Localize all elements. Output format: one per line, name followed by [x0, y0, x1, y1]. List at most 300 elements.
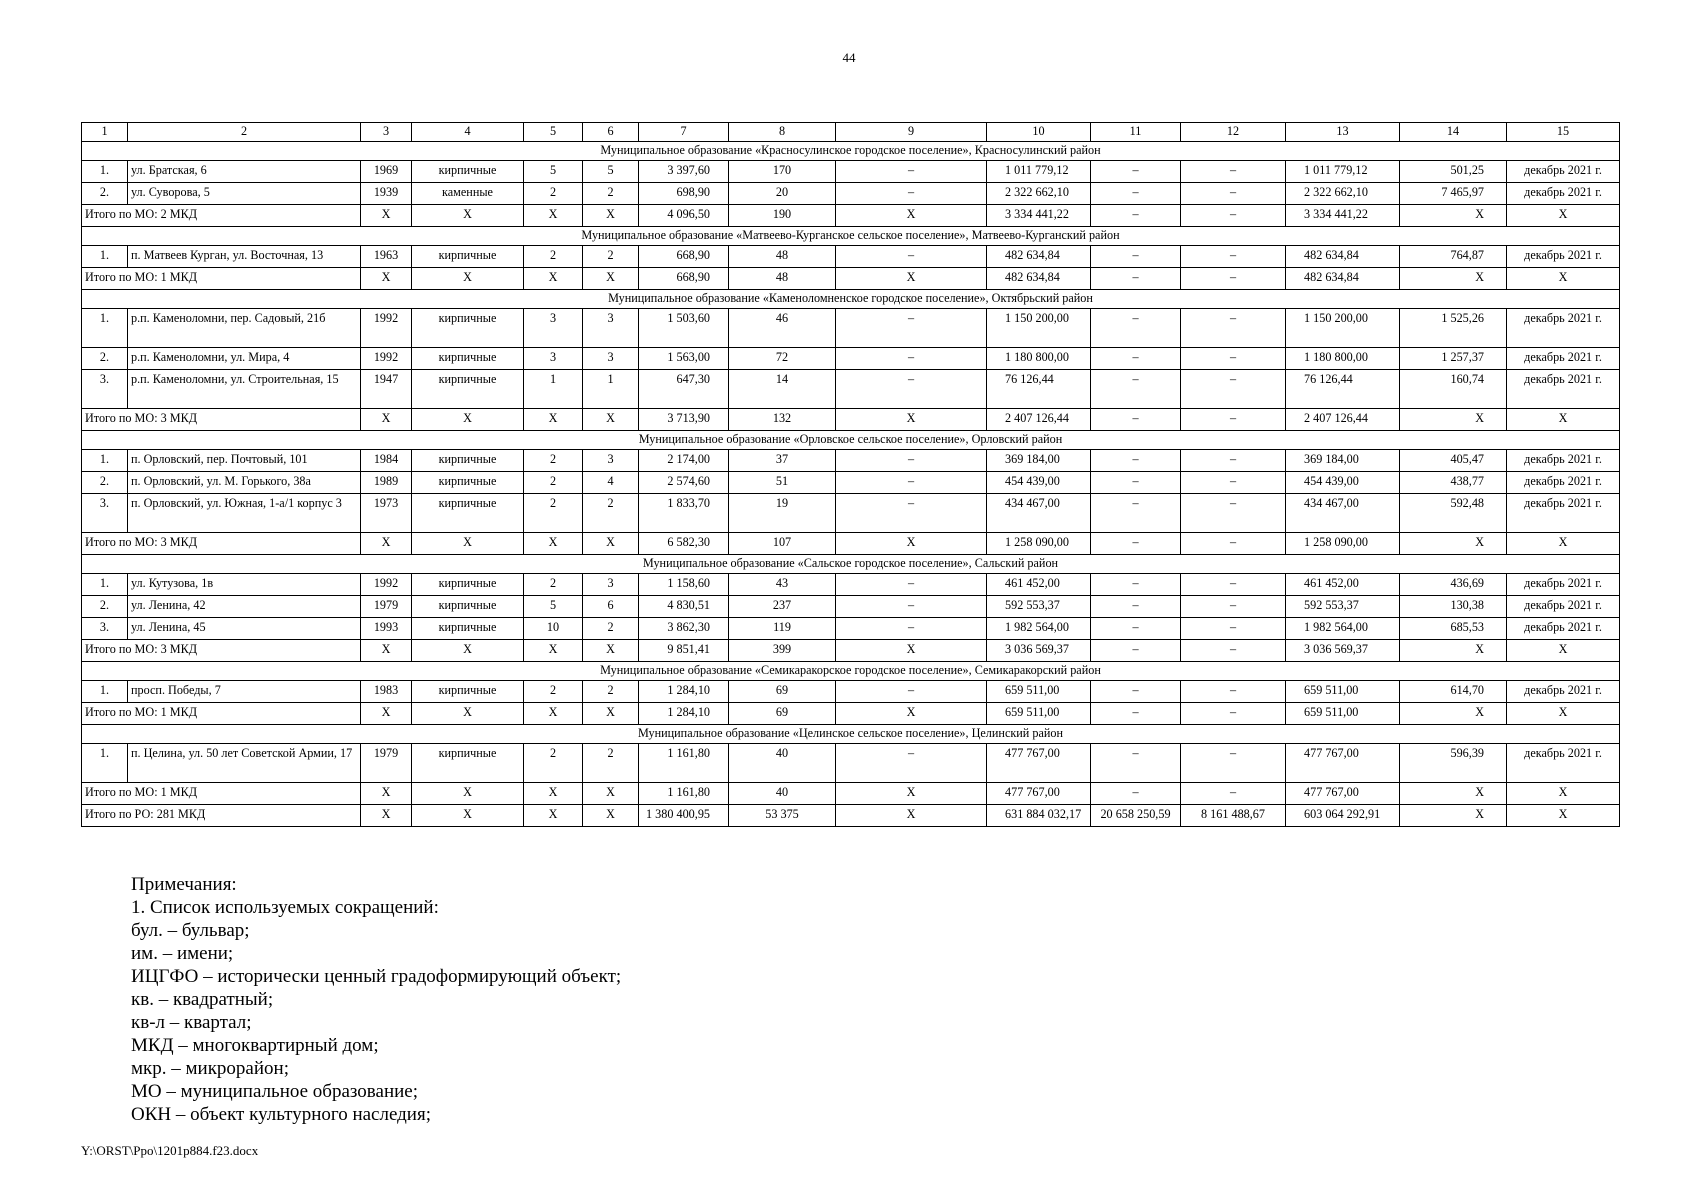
table-cell: 119 — [729, 618, 836, 640]
table-row — [82, 596, 1620, 618]
table-cell: р.п. Каменоломни, ул. Строительная, 15 — [128, 370, 361, 409]
table-cell: 1939 — [361, 183, 412, 205]
table-cell: 1. — [82, 450, 128, 472]
registry-table-body — [82, 123, 1620, 827]
table-cell: декабрь 2021 г. — [1507, 161, 1620, 183]
table-cell: – — [1091, 744, 1181, 783]
total-cell: X — [583, 268, 639, 290]
total-cell: X — [361, 205, 412, 227]
total-cell: X — [412, 805, 524, 827]
municipality-header-row — [82, 662, 1620, 681]
table-cell: 4 — [583, 472, 639, 494]
table-cell: 20 — [729, 183, 836, 205]
table-cell: 659 511,00 — [987, 681, 1091, 703]
table-cell: 2 — [583, 494, 639, 533]
table-cell: 1 563,00 — [639, 348, 729, 370]
table-cell: п. Орловский, ул. Южная, 1-а/1 корпус 3 — [128, 494, 361, 533]
total-cell: 20 658 250,59 — [1091, 805, 1181, 827]
total-row — [82, 533, 1620, 555]
notes-title: Примечания: — [131, 874, 237, 895]
table-cell: 2 — [524, 472, 583, 494]
total-cell: X — [1507, 805, 1620, 827]
table-cell: 2 — [583, 744, 639, 783]
table-cell: – — [1091, 494, 1181, 533]
table-cell: 3 — [524, 309, 583, 348]
table-cell: 1969 — [361, 161, 412, 183]
total-cell: X — [1400, 409, 1507, 431]
total-cell: – — [1181, 409, 1286, 431]
table-cell: – — [1091, 574, 1181, 596]
column-number-cell: 9 — [836, 123, 987, 142]
total-cell: X — [836, 703, 987, 725]
table-cell: 1. — [82, 681, 128, 703]
table-cell: кирпичные — [412, 450, 524, 472]
total-cell: – — [1091, 703, 1181, 725]
table-cell: – — [1181, 309, 1286, 348]
table-cell: декабрь 2021 г. — [1507, 370, 1620, 409]
table-cell: 3 — [583, 450, 639, 472]
total-cell: 3 036 569,37 — [1286, 640, 1400, 662]
municipality-name: Муниципальное образование «Семикаракорское городское поселение», Семикаракорский район — [82, 662, 1620, 681]
municipality-header-row — [82, 725, 1620, 744]
table-cell: 438,77 — [1400, 472, 1507, 494]
table-cell: 1 011 779,12 — [1286, 161, 1400, 183]
table-cell: декабрь 2021 г. — [1507, 246, 1620, 268]
total-cell: 3 036 569,37 — [987, 640, 1091, 662]
total-cell: – — [1091, 640, 1181, 662]
total-cell: 2 407 126,44 — [1286, 409, 1400, 431]
table-cell: – — [1181, 618, 1286, 640]
table-cell: – — [836, 183, 987, 205]
table-cell: 1. — [82, 161, 128, 183]
total-cell: X — [361, 533, 412, 555]
table-cell: 1 525,26 — [1400, 309, 1507, 348]
table-cell: кирпичные — [412, 246, 524, 268]
total-cell: X — [836, 205, 987, 227]
total-cell: 603 064 292,91 — [1286, 805, 1400, 827]
table-cell: 1. — [82, 574, 128, 596]
file-path-footer: Y:\ORST\Ppo\1201p884.f23.docx — [81, 1143, 259, 1158]
total-cell: 9 851,41 — [639, 640, 729, 662]
total-cell: 8 161 488,67 — [1181, 805, 1286, 827]
table-cell: 1 161,80 — [639, 744, 729, 783]
total-cell: 190 — [729, 205, 836, 227]
table-cell: 2 — [524, 681, 583, 703]
table-cell: декабрь 2021 г. — [1507, 450, 1620, 472]
column-number-cell: 12 — [1181, 123, 1286, 142]
total-cell: 107 — [729, 533, 836, 555]
table-row — [82, 681, 1620, 703]
table-cell: 685,53 — [1400, 618, 1507, 640]
total-cell: 2 407 126,44 — [987, 409, 1091, 431]
table-cell: 3 — [583, 348, 639, 370]
table-cell: – — [836, 472, 987, 494]
total-cell: X — [1400, 205, 1507, 227]
total-cell: X — [361, 409, 412, 431]
table-cell: п. Целина, ул. 50 лет Советской Армии, 17 — [128, 744, 361, 783]
table-cell: 454 439,00 — [1286, 472, 1400, 494]
table-cell: – — [836, 681, 987, 703]
table-cell: кирпичные — [412, 596, 524, 618]
total-cell: X — [836, 805, 987, 827]
column-number-cell: 14 — [1400, 123, 1507, 142]
table-cell: 1. — [82, 246, 128, 268]
table-cell: 1979 — [361, 744, 412, 783]
table-cell: 436,69 — [1400, 574, 1507, 596]
municipality-name: Муниципальное образование «Красносулинское городское поселение», Красносулинский район — [82, 142, 1620, 161]
total-cell: 668,90 — [639, 268, 729, 290]
table-cell: 48 — [729, 246, 836, 268]
table-cell: 1 158,60 — [639, 574, 729, 596]
total-cell: X — [836, 783, 987, 805]
table-cell: декабрь 2021 г. — [1507, 183, 1620, 205]
total-cell: X — [1507, 409, 1620, 431]
total-cell: X — [1507, 205, 1620, 227]
table-cell: – — [1091, 370, 1181, 409]
total-cell: – — [1091, 268, 1181, 290]
municipality-name: Муниципальное образование «Матвеево-Курганское сельское поселение», Матвеево-Курганский район — [82, 227, 1620, 246]
table-cell: 461 452,00 — [987, 574, 1091, 596]
table-cell: 405,47 — [1400, 450, 1507, 472]
table-cell: 5 — [524, 161, 583, 183]
table-cell: 764,87 — [1400, 246, 1507, 268]
table-cell: 1993 — [361, 618, 412, 640]
table-cell: 1 — [583, 370, 639, 409]
table-cell: просп. Победы, 7 — [128, 681, 361, 703]
table-cell: – — [836, 494, 987, 533]
table-cell: 2 — [583, 183, 639, 205]
total-cell: 659 511,00 — [987, 703, 1091, 725]
table-cell: 369 184,00 — [1286, 450, 1400, 472]
table-cell: – — [1181, 450, 1286, 472]
table-cell: ул. Суворова, 5 — [128, 183, 361, 205]
table-cell: 1 982 564,00 — [1286, 618, 1400, 640]
table-cell: 4 830,51 — [639, 596, 729, 618]
municipality-header-row — [82, 142, 1620, 161]
table-cell: 2 — [524, 494, 583, 533]
column-number-cell: 5 — [524, 123, 583, 142]
total-cell: X — [524, 783, 583, 805]
total-cell: – — [1091, 409, 1181, 431]
table-cell: 1. — [82, 309, 128, 348]
table-row — [82, 574, 1620, 596]
municipality-name: Муниципальное образование «Целинское сельское поселение», Целинский район — [82, 725, 1620, 744]
notes-item: кв. – квадратный; — [131, 989, 274, 1010]
total-cell: 477 767,00 — [1286, 783, 1400, 805]
table-cell: 76 126,44 — [1286, 370, 1400, 409]
total-cell: 4 096,50 — [639, 205, 729, 227]
table-cell: декабрь 2021 г. — [1507, 681, 1620, 703]
table-cell: 477 767,00 — [1286, 744, 1400, 783]
table-cell: 592 553,37 — [987, 596, 1091, 618]
table-cell: – — [1091, 450, 1181, 472]
table-cell: 46 — [729, 309, 836, 348]
table-row — [82, 618, 1620, 640]
notes-item: МКД – многоквартирный дом; — [131, 1035, 379, 1056]
total-cell: 69 — [729, 703, 836, 725]
table-cell: 2. — [82, 348, 128, 370]
table-cell: 1984 — [361, 450, 412, 472]
table-cell: п. Орловский, ул. М. Горького, 38а — [128, 472, 361, 494]
table-cell: декабрь 2021 г. — [1507, 596, 1620, 618]
table-cell: 1 — [524, 370, 583, 409]
table-row — [82, 494, 1620, 533]
table-cell: 1992 — [361, 574, 412, 596]
table-cell: 434 467,00 — [987, 494, 1091, 533]
total-cell: X — [1400, 805, 1507, 827]
total-row — [82, 783, 1620, 805]
table-cell: кирпичные — [412, 348, 524, 370]
table-cell: 170 — [729, 161, 836, 183]
total-cell: – — [1091, 783, 1181, 805]
table-cell: 2 174,00 — [639, 450, 729, 472]
table-row — [82, 161, 1620, 183]
notes-subtitle: 1. Список используемых сокращений: — [131, 897, 439, 918]
table-cell: р.п. Каменоломни, пер. Садовый, 21б — [128, 309, 361, 348]
table-cell: кирпичные — [412, 161, 524, 183]
table-cell: декабрь 2021 г. — [1507, 472, 1620, 494]
notes-item: им. – имени; — [131, 943, 234, 964]
column-number-row — [82, 123, 1620, 142]
total-cell: 482 634,84 — [1286, 268, 1400, 290]
table-cell: кирпичные — [412, 494, 524, 533]
table-row — [82, 246, 1620, 268]
total-cell: 6 582,30 — [639, 533, 729, 555]
total-cell: X — [836, 640, 987, 662]
table-cell: ул. Ленина, 42 — [128, 596, 361, 618]
table-cell: 76 126,44 — [987, 370, 1091, 409]
table-cell: 2 322 662,10 — [1286, 183, 1400, 205]
table-cell: 1983 — [361, 681, 412, 703]
column-number-cell: 8 — [729, 123, 836, 142]
table-cell: – — [1091, 309, 1181, 348]
table-cell: 1 180 800,00 — [987, 348, 1091, 370]
table-cell: декабрь 2021 г. — [1507, 574, 1620, 596]
total-row — [82, 409, 1620, 431]
total-label: Итого по МО: 1 МКД — [82, 703, 361, 725]
municipality-name: Муниципальное образование «Сальское городское поселение», Сальский район — [82, 555, 1620, 574]
table-cell: 1973 — [361, 494, 412, 533]
notes-item: кв-л – квартал; — [131, 1012, 252, 1033]
table-cell: 1 833,70 — [639, 494, 729, 533]
table-cell: 1992 — [361, 348, 412, 370]
table-cell: 2. — [82, 183, 128, 205]
table-cell: кирпичные — [412, 472, 524, 494]
total-cell: X — [1507, 268, 1620, 290]
total-cell: 1 258 090,00 — [987, 533, 1091, 555]
table-cell: декабрь 2021 г. — [1507, 494, 1620, 533]
total-cell: X — [524, 805, 583, 827]
table-cell: п. Орловский, пер. Почтовый, 101 — [128, 450, 361, 472]
table-cell: кирпичные — [412, 574, 524, 596]
table-cell: п. Матвеев Курган, ул. Восточная, 13 — [128, 246, 361, 268]
table-cell: 72 — [729, 348, 836, 370]
table-cell: – — [836, 618, 987, 640]
total-cell: 3 334 441,22 — [987, 205, 1091, 227]
total-row — [82, 205, 1620, 227]
notes-item: мкр. – микрорайон; — [131, 1058, 289, 1079]
total-cell: – — [1181, 205, 1286, 227]
table-row — [82, 450, 1620, 472]
column-number-cell: 4 — [412, 123, 524, 142]
table-cell: – — [1181, 370, 1286, 409]
table-cell: – — [1091, 596, 1181, 618]
table-cell: 2 — [524, 450, 583, 472]
total-cell: 53 375 — [729, 805, 836, 827]
total-cell: X — [1400, 533, 1507, 555]
table-cell: 454 439,00 — [987, 472, 1091, 494]
total-cell: X — [583, 409, 639, 431]
table-cell: 3 862,30 — [639, 618, 729, 640]
table-cell: 698,90 — [639, 183, 729, 205]
table-cell: 5 — [524, 596, 583, 618]
notes-item: ИЦГФО – исторически ценный градоформирующий объект; — [131, 966, 622, 987]
total-label: Итого по МО: 1 МКД — [82, 268, 361, 290]
total-cell: X — [583, 205, 639, 227]
table-cell: – — [1181, 183, 1286, 205]
table-cell: 596,39 — [1400, 744, 1507, 783]
page-number: 44 — [842, 50, 856, 65]
table-cell: 3. — [82, 370, 128, 409]
total-cell: X — [412, 640, 524, 662]
table-cell: 2 574,60 — [639, 472, 729, 494]
table-cell: – — [1181, 494, 1286, 533]
table-cell: – — [1091, 472, 1181, 494]
table-cell: 3. — [82, 494, 128, 533]
table-cell: 6 — [583, 596, 639, 618]
table-cell: 3 397,60 — [639, 161, 729, 183]
table-cell: – — [1181, 574, 1286, 596]
municipality-name: Муниципальное образование «Каменоломненское городское поселение», Октябрьский район — [82, 290, 1620, 309]
total-cell: X — [1507, 703, 1620, 725]
notes-item: МО – муниципальное образование; — [131, 1081, 419, 1102]
table-cell: 2 — [524, 246, 583, 268]
municipality-header-row — [82, 555, 1620, 574]
registry-table — [81, 122, 1620, 827]
total-label: Итого по МО: 1 МКД — [82, 783, 361, 805]
table-row — [82, 744, 1620, 783]
total-cell: – — [1091, 205, 1181, 227]
total-cell: X — [412, 409, 524, 431]
table-cell: 501,25 — [1400, 161, 1507, 183]
table-cell: 1963 — [361, 246, 412, 268]
total-cell: X — [583, 640, 639, 662]
table-cell: кирпичные — [412, 618, 524, 640]
total-cell: X — [412, 533, 524, 555]
table-cell: ул. Ленина, 45 — [128, 618, 361, 640]
total-label: Итого по МО: 3 МКД — [82, 533, 361, 555]
table-cell: 668,90 — [639, 246, 729, 268]
table-cell: – — [836, 370, 987, 409]
total-cell: X — [1507, 533, 1620, 555]
total-label: Итого по РО: 281 МКД — [82, 805, 361, 827]
table-cell: 592,48 — [1400, 494, 1507, 533]
total-cell: 1 258 090,00 — [1286, 533, 1400, 555]
column-number-cell: 3 — [361, 123, 412, 142]
total-cell: X — [1507, 783, 1620, 805]
table-cell: 659 511,00 — [1286, 681, 1400, 703]
table-cell: 2 — [583, 681, 639, 703]
table-cell: – — [1091, 618, 1181, 640]
table-cell: 647,30 — [639, 370, 729, 409]
table-cell: 482 634,84 — [987, 246, 1091, 268]
table-cell: 19 — [729, 494, 836, 533]
table-cell: – — [836, 450, 987, 472]
table-cell: 369 184,00 — [987, 450, 1091, 472]
table-cell: 1 257,37 — [1400, 348, 1507, 370]
table-row — [82, 472, 1620, 494]
total-label: Итого по МО: 3 МКД — [82, 640, 361, 662]
table-cell: 461 452,00 — [1286, 574, 1400, 596]
table-cell: 477 767,00 — [987, 744, 1091, 783]
total-cell: X — [1507, 640, 1620, 662]
table-cell: – — [1091, 348, 1181, 370]
total-cell: X — [361, 783, 412, 805]
municipality-header-row — [82, 431, 1620, 450]
table-cell: – — [1181, 161, 1286, 183]
table-cell: 1989 — [361, 472, 412, 494]
total-cell: 3 713,90 — [639, 409, 729, 431]
total-cell: 482 634,84 — [987, 268, 1091, 290]
total-cell: X — [836, 533, 987, 555]
table-cell: ул. Кутузова, 1в — [128, 574, 361, 596]
table-cell: 51 — [729, 472, 836, 494]
table-cell: 2. — [82, 472, 128, 494]
table-cell: 1 011 779,12 — [987, 161, 1091, 183]
table-cell: 37 — [729, 450, 836, 472]
table-cell: 3. — [82, 618, 128, 640]
table-cell: декабрь 2021 г. — [1507, 618, 1620, 640]
table-cell: 1. — [82, 744, 128, 783]
municipality-header-row — [82, 227, 1620, 246]
table-cell: кирпичные — [412, 681, 524, 703]
total-cell: 1 284,10 — [639, 703, 729, 725]
total-row — [82, 640, 1620, 662]
table-cell: 2 — [524, 183, 583, 205]
total-cell: X — [524, 409, 583, 431]
table-cell: – — [1091, 183, 1181, 205]
table-cell: 1 150 200,00 — [1286, 309, 1400, 348]
total-cell: 399 — [729, 640, 836, 662]
column-number-cell: 1 — [82, 123, 128, 142]
table-cell: 3 — [583, 574, 639, 596]
total-cell: 1 161,80 — [639, 783, 729, 805]
total-cell: X — [1400, 268, 1507, 290]
table-cell: 10 — [524, 618, 583, 640]
total-row — [82, 268, 1620, 290]
total-cell: X — [412, 268, 524, 290]
total-cell: 40 — [729, 783, 836, 805]
table-cell: ул. Братская, 6 — [128, 161, 361, 183]
table-cell: кирпичные — [412, 309, 524, 348]
table-cell: 434 467,00 — [1286, 494, 1400, 533]
total-cell: X — [1400, 783, 1507, 805]
notes-item: бул. – бульвар; — [131, 920, 250, 941]
table-cell: 2 — [583, 618, 639, 640]
table-cell: – — [1091, 681, 1181, 703]
table-cell: 237 — [729, 596, 836, 618]
table-cell: 592 553,37 — [1286, 596, 1400, 618]
table-cell: 1 982 564,00 — [987, 618, 1091, 640]
table-cell: – — [1181, 246, 1286, 268]
total-cell: 132 — [729, 409, 836, 431]
total-cell: – — [1181, 533, 1286, 555]
table-cell: 69 — [729, 681, 836, 703]
column-number-cell: 13 — [1286, 123, 1400, 142]
table-cell: 2 — [524, 744, 583, 783]
table-cell: 2 — [524, 574, 583, 596]
total-label: Итого по МО: 3 МКД — [82, 409, 361, 431]
